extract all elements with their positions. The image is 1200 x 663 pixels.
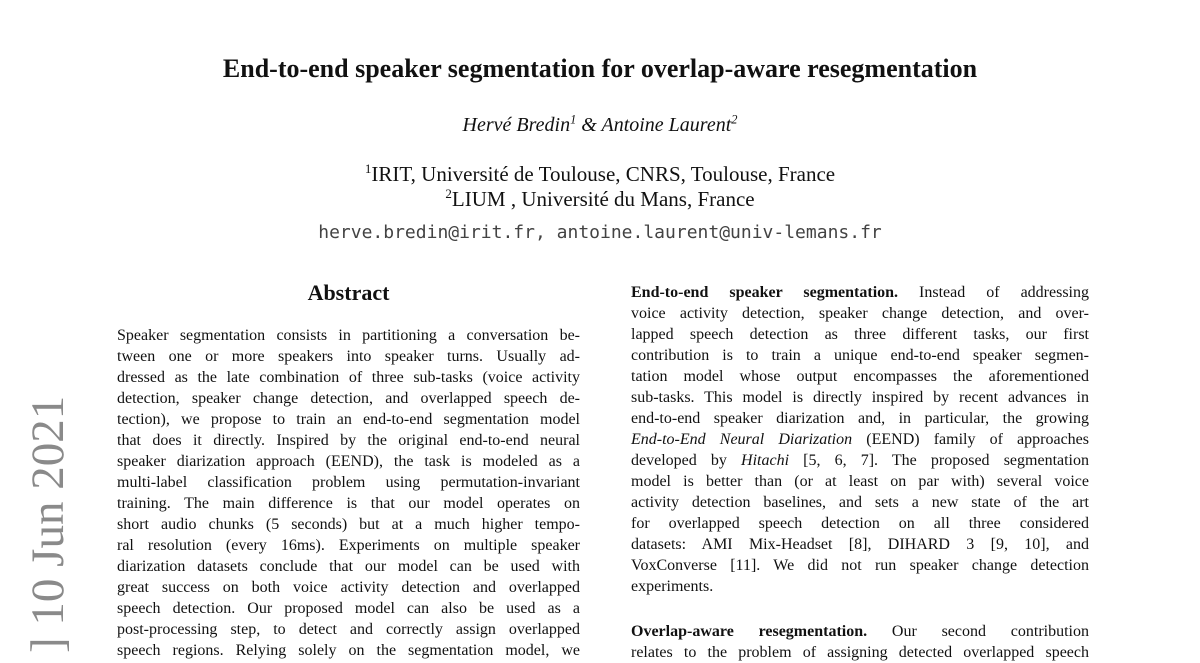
text-line [117,346,580,367]
text-line [631,282,1089,303]
text-segment: datasets: AMI Mix-Headset [8], DIHARD 3 [9, 10], and [631,536,1089,553]
superscript: 2 [731,112,738,127]
text-segment: & Antoine Laurent [576,114,732,136]
text-line [117,598,580,619]
text-line [631,450,1089,471]
text-segment: tection), we propose to train an end-to-end segmentation model [117,411,580,428]
text-segment: ral resolution (every 16ms). Experiments on multiple speaker [117,537,580,554]
text-line [117,430,580,451]
superscript: 1 [364,161,372,176]
text-line [117,451,580,472]
text-segment: model is better than (or at least on par with) several voice [631,473,1089,490]
italic-text: Hitachi [741,452,790,469]
text-line [117,556,580,577]
text-line [631,408,1089,429]
bold-run-in-heading: Overlap-aware resegmentation. [631,623,868,640]
text-segment: for overlapped speech detection on all three considered [631,515,1089,532]
abstract-heading: Abstract [307,280,390,305]
arxiv-stamp: ] 10 Jun 2021 [22,395,74,653]
bold-run-in-heading: End-to-end speaker segmentation. [631,284,899,301]
text-segment: Instead of addressing [898,284,1089,301]
text-segment: speaker diarization approach (EEND), the task is modeled as a [117,453,580,470]
text-segment: training. The main difference is that our model operates on [117,495,580,512]
text-segment: detection, speaker change detection, and overlapped speech de- [117,390,580,407]
text-line [631,534,1089,555]
text-segment: tween one or more speakers into speaker turns. Usually ad- [117,348,580,365]
text-line [117,619,580,640]
text-line [631,303,1089,324]
text-segment: lapped speech detection as three different tasks, our first [631,326,1089,343]
text-segment: LIUM , Université du Mans, France [451,187,755,211]
text-line [631,513,1089,534]
affiliations-block [0,162,1200,212]
superscript: 1 [570,112,577,127]
text-line [117,493,580,514]
text-segment: multi-label classification problem using permutation-invariant [117,474,580,491]
text-line [631,492,1089,513]
text-line [117,388,580,409]
text-segment: voice activity detection, speaker change detection, and over- [631,305,1089,322]
text-line [631,555,1089,576]
text-line [117,367,580,388]
text-segment: end-to-end speaker diarization and, in particular, the growing [631,410,1089,427]
text-segment: speech detection. Our proposed model can also be used as a [117,600,580,617]
text-line [631,324,1089,345]
paper-title: End-to-end speaker segmentation for overlap-aware resegmentation [222,54,978,83]
abstract-body [117,325,580,661]
text-line [117,472,580,493]
text-segment: IRIT, Université de Toulouse, CNRS, Toulouse, France [371,162,836,186]
introduction-body [631,282,1089,663]
text-segment: tation model whose output encompasses the aforementioned [631,368,1089,385]
text-line [631,642,1089,663]
text-segment: VoxConverse [11]. We did not run speaker change detection [631,557,1089,574]
text-segment: that does it directly. Inspired by the original end-to-end neural [117,432,580,449]
text-segment: Speaker segmentation consists in partitioning a conversation be- [117,327,580,344]
text-segment: dressed as the late combination of three sub-tasks (voice activity [117,369,580,386]
text-line [117,640,580,661]
right-column [631,282,1089,663]
text-segment: great success on both voice activity detection and overlapped [117,579,580,596]
text-line [631,345,1089,366]
text-segment: [5, 6, 7]. The proposed segmentation [789,452,1089,469]
text-line [631,429,1089,450]
text-segment: post-processing step, to detect and correctly assign overlapped [117,621,580,638]
text-segment: (EEND) family of approaches [852,431,1089,448]
superscript: 2 [445,186,452,201]
text-line [631,471,1089,492]
text-line [631,387,1089,408]
text-line [117,325,580,346]
text-segment: developed by [631,452,742,469]
text-segment: relates to the problem of assigning detected overlapped speech [631,644,1089,661]
text-segment: diarization datasets conclude that our model can be used with [117,558,580,575]
italic-text: End-to-End Neural Diarization [631,431,853,448]
text-line [117,514,580,535]
text-line [631,576,1089,597]
text-segment: Our second contribution [867,623,1089,640]
text-segment: activity detection baselines, and sets a new state of the art [631,494,1089,511]
authors-line [0,112,1200,138]
text-line [631,366,1089,387]
text-segment: contribution is to train a unique end-to-end speaker segmen- [631,347,1089,364]
author-emails: herve.bredin@irit.fr, antoine.laurent@univ-lemans.fr [318,222,882,243]
text-segment: experiments. [631,578,714,595]
text-line [631,621,1089,642]
text-segment: speech regions. Relying solely on the segmentation model, we [117,642,580,659]
text-segment: sub-tasks. This model is directly inspired by recent advances in [631,389,1089,406]
text-line [117,409,580,430]
affiliation-2 [0,187,1200,212]
affiliation-1 [0,162,1200,187]
text-segment: Hervé Bredin [462,114,571,136]
left-column [117,278,580,661]
text-line [117,577,580,598]
text-line [117,535,580,556]
text-segment: short audio chunks (5 seconds) but at a much higher tempo- [117,516,580,533]
